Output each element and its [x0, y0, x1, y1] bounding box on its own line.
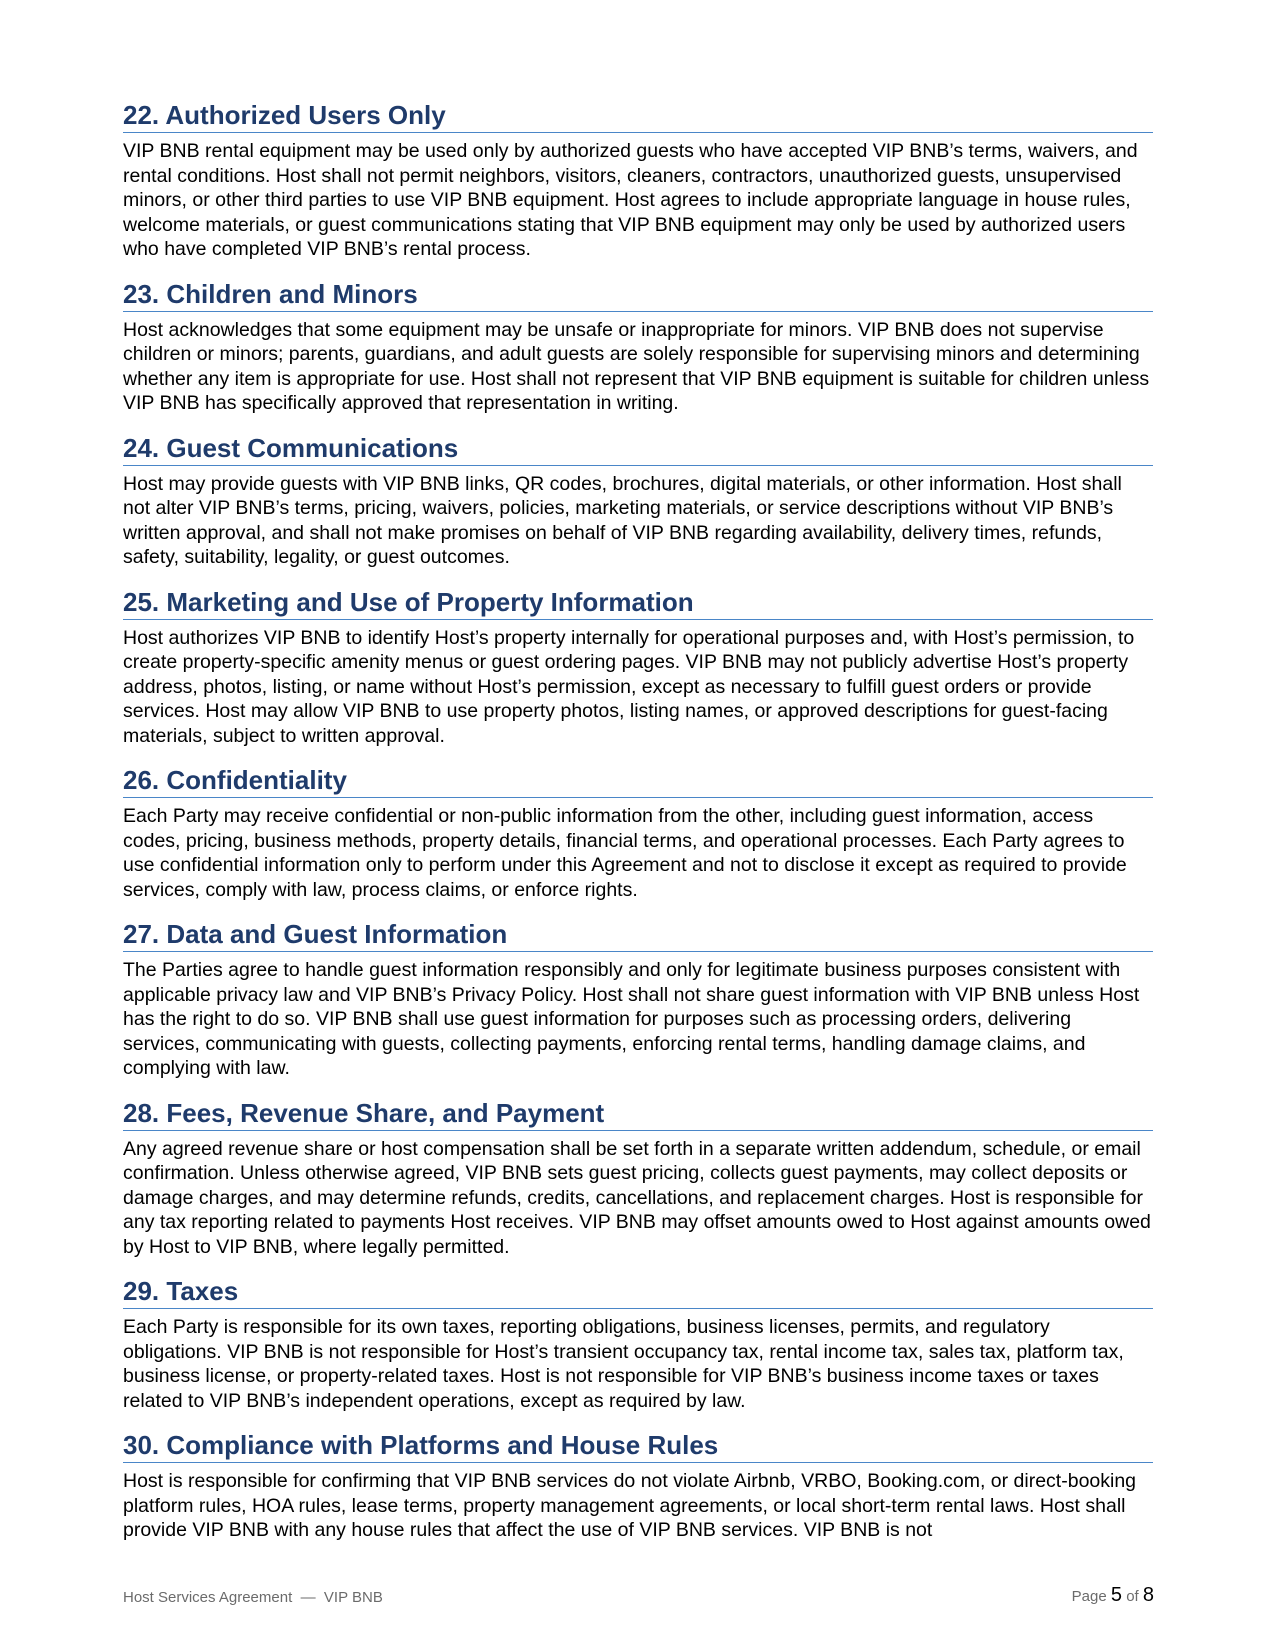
section-paragraph: VIP BNB rental equipment may be used only by authorized guests who have accepted VIP BNB’s terms, waivers, and rental conditions. Host shall not permit neighbors, visitors, cleaners, contractors, unauthorized guests, unsupervised minors, or other third parties to use VIP BNB equipment. Host agrees to include appropriate language in house rules, welcome materials, or guest communications stating that VIP BNB equipment may only be used by authorized users who have completed VIP BNB’s rental process.	[123, 140, 1138, 260]
section-paragraph: Any agreed revenue share or host compensation shall be set forth in a separate written addendum, schedule, or email confirmation. Unless otherwise agreed, VIP BNB sets guest pricing, collects guest payments, may collect deposits or damage charges, and may determine refunds, credits, cancellations, and replacement charges. Host is responsible for any tax reporting related to payments Host receives. VIP BNB may offset amounts owed to Host against amounts owed by Host to VIP BNB, where legally permitted.	[123, 1137, 1151, 1258]
section-paragraph: Host is responsible for confirming that VIP BNB services do not violate Airbnb, VRBO, Booking.com, or direct-booking platform rules, HOA rules, lease terms, property management agreements, or local short-term rental laws. Host shall provide VIP BNB with any house rules that affect the use of VIP BNB services. VIP BNB is not	[123, 1470, 1137, 1541]
current-page-number: 5	[1110, 1584, 1123, 1606]
section-paragraph: Each Party is responsible for its own taxes, reporting obligations, business licenses, permits, and regulatory obligations. VIP BNB is not responsible for Host’s transient occupancy tax, rental income tax, sales tax, platform tax, business license, or property-related taxes. Host is not responsible for VIP BNB’s business income taxes or taxes related to VIP BNB’s independent operations, except as required by law.	[123, 1316, 1124, 1412]
total-page-count: 8	[1142, 1584, 1154, 1606]
section-26	[123, 765, 1153, 902]
section-heading: 30. Compliance with Platforms and House Rules	[123, 1430, 1153, 1463]
section-24	[123, 433, 1153, 570]
section-25	[123, 587, 1153, 749]
section-30	[123, 1430, 1153, 1543]
section-heading: 22. Authorized Users Only	[123, 100, 1153, 133]
footer-document-title: Host Services Agreement — VIP BNB	[123, 1589, 383, 1606]
section-27	[123, 919, 1153, 1081]
of-word: of	[1126, 1588, 1139, 1605]
section-heading: 23. Children and Minors	[123, 279, 1153, 312]
section-heading: 24. Guest Communications	[123, 433, 1153, 466]
footer-page-number	[1072, 1584, 1154, 1607]
section-23	[123, 279, 1153, 416]
section-22	[123, 100, 1153, 262]
section-heading: 27. Data and Guest Information	[123, 919, 1153, 952]
page-word: Page	[1071, 1588, 1107, 1605]
section-paragraph: Host authorizes VIP BNB to identify Host’s property internally for operational purposes and, with Host’s permission, to create property-specific amenity menus or guest ordering pages. VIP BNB may not publicly advertise Host’s property address, photos, listing, or name without Host’s permission, except as necessary to fulfill guest orders or provide services. Host may allow VIP BNB to use property photos, listing names, or approved descriptions for guest-facing materials, subject to written approval.	[123, 626, 1135, 747]
section-heading: 26. Confidentiality	[123, 765, 1153, 798]
section-29	[123, 1276, 1153, 1413]
section-heading: 25. Marketing and Use of Property Information	[123, 587, 1153, 620]
section-paragraph: Each Party may receive confidential or non-public information from the other, including guest information, access codes, pricing, business methods, property details, financial terms, and operational processes. Each Party agrees to use confidential information only to perform under this Agreement and not to disclose it except as required to provide services, comply with law, process claims, or enforce rights.	[123, 805, 1127, 901]
section-paragraph: The Parties agree to handle guest information responsibly and only for legitimate business purposes consistent with applicable privacy law and VIP BNB’s Privacy Policy. Host shall not share guest information with VIP BNB unless Host has the right to do so. VIP BNB shall use guest information for purposes such as processing orders, delivering services, communicating with guests, collecting payments, enforcing rental terms, handling damage claims, and complying with law.	[123, 959, 1140, 1079]
section-heading: 28. Fees, Revenue Share, and Payment	[123, 1098, 1153, 1131]
section-paragraph: Host may provide guests with VIP BNB links, QR codes, brochures, digital materials, or other information. Host shall not alter VIP BNB’s terms, pricing, waivers, policies, marketing materials, or service descriptions without VIP BNB’s written approval, and shall not make promises on behalf of VIP BNB regarding availability, delivery times, refunds, safety, suitability, legality, or guest outcomes.	[123, 472, 1122, 568]
document-body	[123, 100, 1153, 1560]
section-heading: 29. Taxes	[123, 1276, 1153, 1309]
section-28	[123, 1098, 1153, 1260]
section-paragraph: Host acknowledges that some equipment may be unsafe or inappropriate for minors. VIP BNB does not supervise children or minors; parents, guardians, and adult guests are solely responsible for supervising minors and determining whether any item is appropriate for use. Host shall not represent that VIP BNB equipment is suitable for children unless VIP BNB has specifically approved that representation in writing.	[123, 318, 1150, 414]
